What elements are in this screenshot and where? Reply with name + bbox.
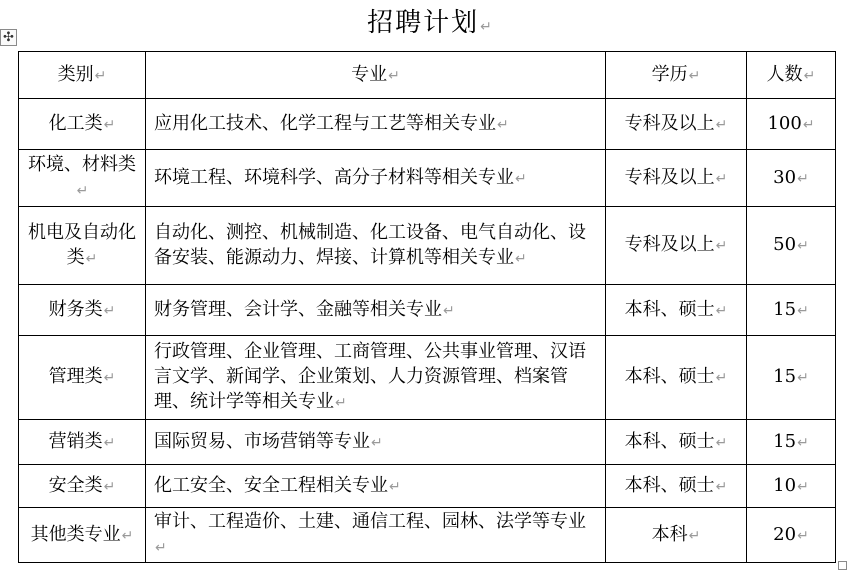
- cell-major[interactable]: [146, 336, 606, 420]
- paragraph-mark: ↵: [103, 434, 116, 451]
- cell-count[interactable]: [747, 99, 836, 150]
- cell-text: 15: [773, 430, 797, 452]
- cell-text: 专科及以上: [624, 166, 715, 188]
- cell-count[interactable]: [747, 285, 836, 336]
- table-header-row: [19, 52, 836, 99]
- cell-text: 国际贸易、市场营销等专业: [154, 430, 370, 452]
- cell-text: 30: [773, 166, 797, 188]
- cell-category[interactable]: [19, 420, 146, 465]
- paragraph-mark: ↵: [797, 478, 809, 495]
- document-title: [0, 6, 861, 44]
- table-row: [19, 99, 836, 150]
- table-row: [19, 336, 836, 420]
- paragraph-mark: ↵: [797, 238, 809, 254]
- header-major-text: 专业: [351, 63, 388, 85]
- cell-text: 行政管理、企业管理、工商管理、公共事业管理、汉语言文学、新闻学、企业策划、人力资源管理、档案管理、统计学等相关专业: [154, 341, 586, 412]
- cell-text: 应用化工技术、化学工程与工艺等相关专业: [154, 112, 496, 134]
- cell-category[interactable]: [19, 285, 146, 336]
- header-count-text: 人数: [766, 63, 803, 85]
- cell-text: 本科、硕士: [624, 298, 715, 320]
- cell-text: 100: [767, 112, 802, 134]
- cell-category[interactable]: [19, 99, 146, 150]
- cell-text: 专科及以上: [624, 112, 715, 134]
- paragraph-mark: ↵: [803, 67, 816, 84]
- paragraph-mark: ↵: [155, 540, 167, 556]
- paragraph-mark: ↵: [715, 116, 728, 133]
- header-category-text: 类别: [57, 63, 94, 85]
- cell-major[interactable]: [146, 207, 606, 285]
- table-move-handle-icon[interactable]: ✣: [0, 29, 17, 46]
- cell-text: 机电及自动化类: [28, 221, 136, 268]
- paragraph-mark: ↵: [797, 302, 809, 319]
- paragraph-mark: ↵: [797, 527, 809, 544]
- paragraph-mark: ↵: [389, 478, 401, 495]
- cell-education[interactable]: [606, 99, 747, 150]
- table-row: [19, 150, 836, 207]
- paragraph-mark: ↵: [715, 238, 728, 254]
- cell-text: 营销类: [48, 430, 103, 452]
- header-education-text: 学历: [651, 63, 688, 85]
- paragraph-mark: ↵: [480, 19, 494, 35]
- table-row: [19, 207, 836, 285]
- paragraph-mark: ↵: [103, 116, 116, 133]
- recruitment-plan-table: [18, 51, 836, 563]
- header-education[interactable]: [606, 52, 747, 99]
- table-row: [19, 420, 836, 465]
- cell-count[interactable]: [747, 420, 836, 465]
- table-row: [19, 285, 836, 336]
- cell-education[interactable]: [606, 150, 747, 207]
- paragraph-mark: ↵: [103, 478, 116, 495]
- cell-text: 15: [773, 298, 797, 320]
- cell-text: 财务类: [48, 298, 103, 320]
- cell-text: 财务管理、会计学、金融等相关专业: [154, 298, 442, 320]
- cell-text: 化工类: [48, 112, 103, 134]
- paragraph-mark: ↵: [715, 302, 728, 319]
- paragraph-mark: ↵: [443, 302, 455, 319]
- cell-category[interactable]: [19, 508, 146, 563]
- paragraph-mark: ↵: [715, 170, 728, 187]
- cell-count[interactable]: [747, 150, 836, 207]
- cell-category[interactable]: [19, 150, 146, 207]
- cell-text: 环境、材料类: [28, 154, 136, 175]
- table-resize-handle[interactable]: [838, 561, 847, 570]
- cell-category[interactable]: [19, 207, 146, 285]
- cell-major[interactable]: [146, 99, 606, 150]
- header-count[interactable]: [747, 52, 836, 99]
- paragraph-mark: ↵: [85, 250, 98, 267]
- cell-count[interactable]: [747, 465, 836, 508]
- table-row: [19, 465, 836, 508]
- cell-text: 其他类专业: [30, 523, 121, 545]
- cell-category[interactable]: [19, 465, 146, 508]
- cell-count[interactable]: [747, 508, 836, 563]
- cell-text: 环境工程、环境科学、高分子材料等相关专业: [154, 166, 514, 188]
- paragraph-mark: ↵: [797, 170, 809, 187]
- cell-count[interactable]: [747, 207, 836, 285]
- cell-text: 本科: [651, 523, 688, 545]
- cell-major[interactable]: [146, 465, 606, 508]
- cell-text: 本科、硕士: [624, 474, 715, 496]
- cell-education[interactable]: [606, 336, 747, 420]
- paragraph-mark: ↵: [103, 370, 116, 386]
- cell-education[interactable]: [606, 465, 747, 508]
- cell-education[interactable]: [606, 420, 747, 465]
- paragraph-mark: ↵: [515, 250, 527, 267]
- cell-text: 专科及以上: [624, 234, 715, 255]
- paragraph-mark: ↵: [688, 67, 701, 84]
- cell-education[interactable]: [606, 285, 747, 336]
- paragraph-mark: ↵: [715, 434, 728, 451]
- cell-text: 本科、硕士: [624, 366, 715, 387]
- cell-text: 审计、工程造价、土建、通信工程、园林、法学等专业: [154, 511, 586, 532]
- paragraph-mark: ↵: [121, 527, 134, 544]
- paragraph-mark: ↵: [371, 434, 383, 451]
- cell-education[interactable]: [606, 207, 747, 285]
- table-row: [19, 508, 836, 563]
- paragraph-mark: ↵: [515, 170, 527, 187]
- paragraph-mark: ↵: [797, 434, 809, 451]
- cell-major[interactable]: [146, 420, 606, 465]
- cell-text: 自动化、测控、机械制造、化工设备、电气自动化、设备安装、能源动力、焊接、计算机等相关专业: [154, 221, 586, 268]
- paragraph-mark: ↵: [335, 395, 347, 411]
- paragraph-mark: ↵: [94, 67, 107, 84]
- paragraph-mark: ↵: [497, 116, 509, 133]
- paragraph-mark: ↵: [715, 478, 728, 495]
- paragraph-mark: ↵: [715, 370, 728, 386]
- cell-text: 10: [773, 474, 797, 496]
- cell-text: 管理类: [48, 366, 103, 387]
- cell-major[interactable]: [146, 150, 606, 207]
- cell-text: 15: [773, 366, 797, 387]
- cell-count[interactable]: [747, 336, 836, 420]
- cell-major[interactable]: [146, 508, 606, 563]
- paragraph-mark: ↵: [76, 183, 89, 199]
- cell-major[interactable]: [146, 285, 606, 336]
- cell-text: 化工安全、安全工程相关专业: [154, 474, 388, 496]
- cell-education[interactable]: [606, 508, 747, 563]
- paragraph-mark: ↵: [688, 527, 701, 544]
- title-text: 招聘计划: [367, 8, 480, 38]
- paragraph-mark: ↵: [797, 370, 809, 386]
- header-major[interactable]: [146, 52, 606, 99]
- cell-text: 本科、硕士: [624, 430, 715, 452]
- header-category[interactable]: [19, 52, 146, 99]
- paragraph-mark: ↵: [103, 302, 116, 319]
- cell-text: 安全类: [48, 474, 103, 496]
- paragraph-mark: ↵: [388, 67, 400, 84]
- cell-category[interactable]: [19, 336, 146, 420]
- cell-text: 50: [773, 234, 797, 255]
- paragraph-mark: ↵: [802, 116, 815, 133]
- cell-text: 20: [773, 523, 797, 545]
